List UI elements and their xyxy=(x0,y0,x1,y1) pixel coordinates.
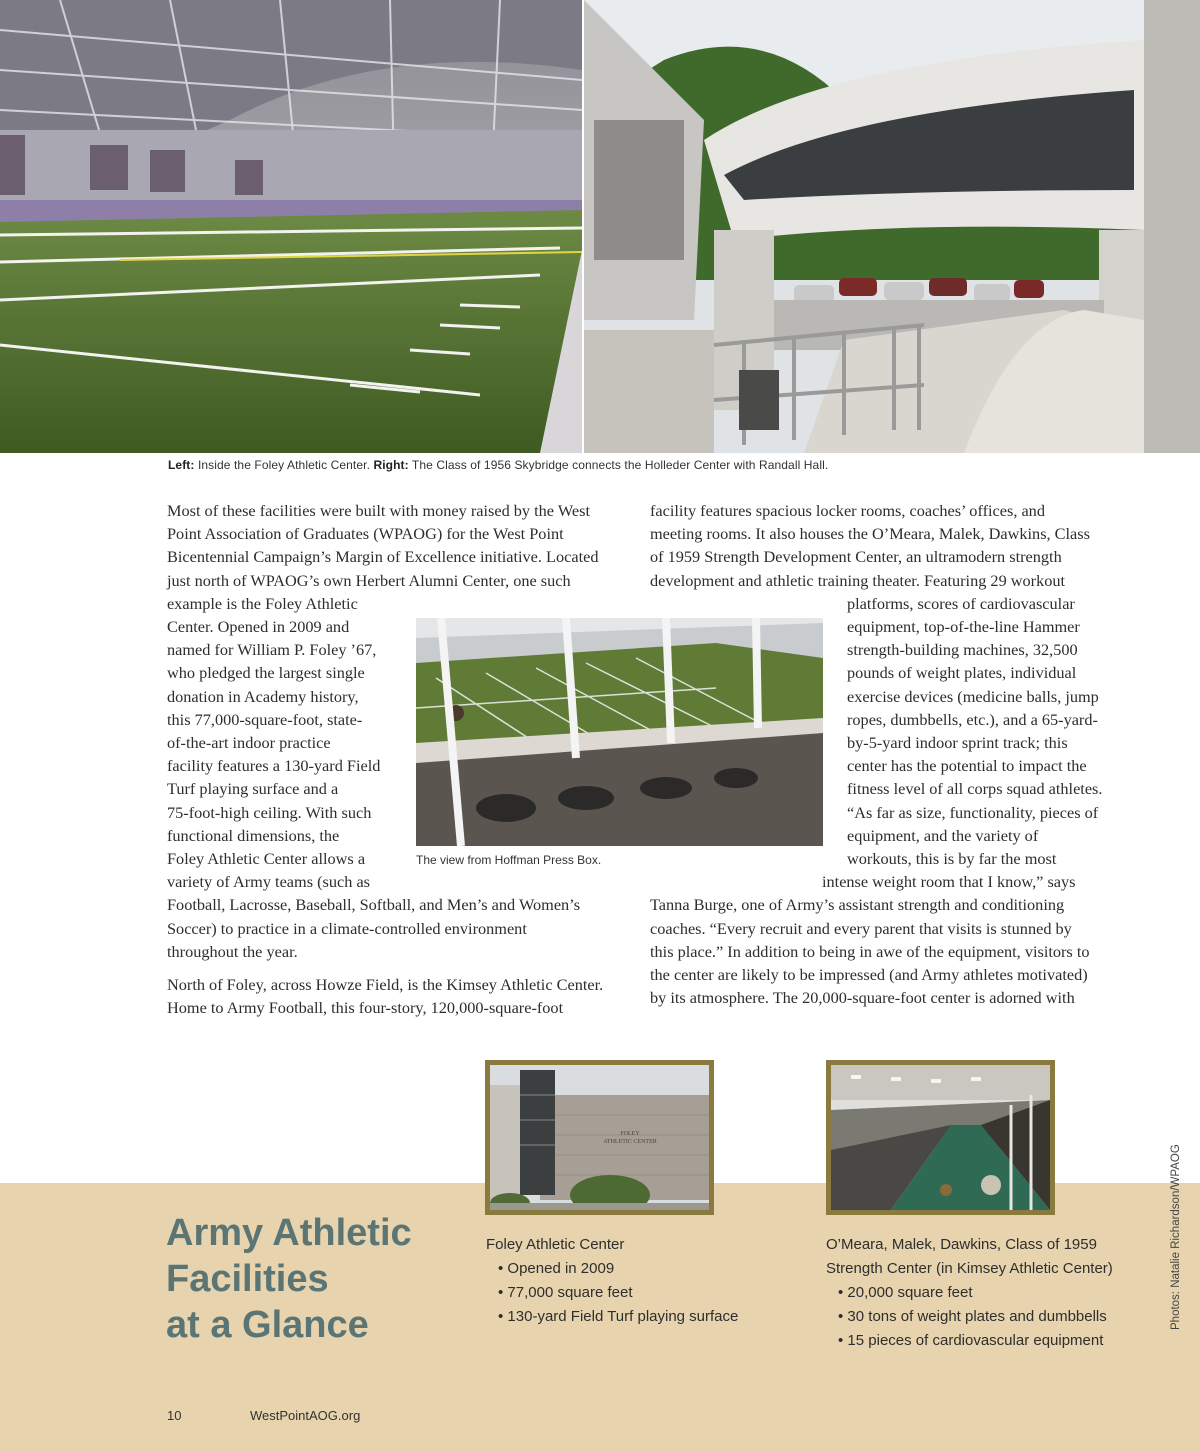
text-line: of 1959 Strength Development Center, an ultramodern strength xyxy=(650,547,1062,567)
foley-facts xyxy=(486,1233,806,1329)
strength-center-name-line: Strength Center (in Kimsey Athletic Center) xyxy=(826,1260,1113,1277)
page-number: 10 xyxy=(167,1408,182,1423)
text-line: equipment, and the variety of xyxy=(847,825,1039,845)
text-line: equipment, top-of-the-line Hammer xyxy=(847,617,1080,637)
press-box-photo xyxy=(416,618,823,846)
text-line: example is the Foley Athletic xyxy=(167,593,358,613)
text-line: facility features spacious locker rooms, coaches’ offices, and xyxy=(650,501,1045,520)
glance-title-line: Facilities xyxy=(166,1258,329,1300)
strength-center-fact-list xyxy=(826,1281,1146,1353)
strength-center-photo xyxy=(826,1060,1055,1215)
text-line: “As far as size, functionality, pieces of xyxy=(847,802,1099,822)
text-line: named for William P. Foley ’67, xyxy=(167,640,377,660)
foley-fact-list xyxy=(486,1257,806,1329)
caption-left-text: Inside the Foley Athletic Center. xyxy=(197,458,370,472)
photo-credit: Photos: Natalie Richardson/WPAOG xyxy=(1170,1144,1182,1330)
text-line: Center. Opened in 2009 and xyxy=(167,617,350,637)
footer-site: WestPointAOG.org xyxy=(250,1408,361,1423)
glance-title-line: Army Athletic xyxy=(166,1212,412,1254)
text-line: donation in Academy history, xyxy=(167,686,359,706)
list-item: • Opened in 2009 xyxy=(498,1257,806,1281)
glance-title xyxy=(166,1210,456,1348)
text-line: meeting rooms. It also houses the O’Meara, Malek, Dawkins, Class xyxy=(650,524,1090,544)
foley-sign-line: ATHLETIC CENTER xyxy=(603,1139,657,1145)
text-line: of-the-art indoor practice xyxy=(167,733,331,753)
list-item: • 20,000 square feet xyxy=(838,1281,1146,1305)
list-item: • 30 tons of weight plates and dumbbells xyxy=(838,1305,1146,1329)
text-line: just north of WPAOG’s own Herbert Alumni Center, one such xyxy=(167,570,571,590)
text-line: development and athletic training theater. Featuring 29 workout xyxy=(650,570,1066,590)
text-line: Bicentennial Campaign’s Margin of Excellence initiative. Located xyxy=(167,547,599,567)
list-item: • 77,000 square feet xyxy=(498,1281,806,1305)
text-line: Foley Athletic Center allows a xyxy=(167,849,366,869)
caption-left-label: Left: xyxy=(168,458,195,472)
list-item: • 15 pieces of cardiovascular equipment xyxy=(838,1329,1146,1353)
strength-center-name-line: O’Meara, Malek, Dawkins, Class of 1959 xyxy=(826,1236,1097,1253)
foley-exterior-photo xyxy=(485,1060,714,1215)
text-line: North of Foley, across Howze Field, is the Kimsey Athletic Center. xyxy=(167,975,604,995)
text-line: exercise devices (medicine balls, jump xyxy=(847,686,1099,706)
text-line: throughout the year. xyxy=(167,941,298,961)
caption-right-text: The Class of 1956 Skybridge connects the Holleder Center with Randall Hall. xyxy=(411,458,829,472)
list-item: • 130-yard Field Turf playing surface xyxy=(498,1305,806,1329)
press-box-caption: The view from Hoffman Press Box. xyxy=(416,853,602,867)
text-line: this place.” In addition to being in awe of the equipment, visitors to xyxy=(650,941,1090,961)
text-line: pounds of weight plates, individual xyxy=(847,663,1077,683)
text-line: variety of Army teams (such as xyxy=(167,872,371,892)
text-line: platforms, scores of cardiovascular xyxy=(847,593,1075,613)
strength-center-facts xyxy=(826,1233,1146,1353)
text-line: Soccer) to practice in a climate-controlled environment xyxy=(167,918,527,938)
text-line: Most of these facilities were built with money raised by the West xyxy=(167,501,590,520)
text-line: who pledged the largest single xyxy=(167,663,365,683)
text-line: strength-building machines, 32,500 xyxy=(847,640,1078,660)
foley-name: Foley Athletic Center xyxy=(486,1236,625,1253)
top-photo-caption xyxy=(168,458,1068,472)
foley-indoor-field-photo xyxy=(0,0,582,453)
text-line: workouts, this is by far the most xyxy=(847,849,1057,869)
text-line: fitness level of all corps squad athletes. xyxy=(847,779,1103,799)
text-line: intense weight room that I know,” says xyxy=(822,872,1076,892)
text-line: Football, Lacrosse, Baseball, Softball, and Men’s and Women’s xyxy=(167,895,581,915)
text-line: functional dimensions, the xyxy=(167,825,340,845)
text-line: Point Association of Graduates (WPAOG) for the West Point xyxy=(167,524,564,544)
text-line: Tanna Burge, one of Army’s assistant strength and conditioning xyxy=(650,895,1065,915)
text-line: 75-foot-high ceiling. With such xyxy=(167,802,372,822)
text-line: Turf playing surface and a xyxy=(167,779,339,799)
text-line: the center are likely to be impressed (and Army athletes motivated) xyxy=(650,965,1088,985)
text-line: ropes, dumbbells, etc.), and a 65-yard- xyxy=(847,709,1098,729)
foley-sign-line: FOLEY xyxy=(620,1131,640,1137)
text-line: by its atmosphere. The 20,000-square-foot center is adorned with xyxy=(650,988,1075,1008)
text-line: facility features a 130-yard Field xyxy=(167,756,381,776)
caption-right-label: Right: xyxy=(373,458,409,472)
text-line: by-5-yard indoor sprint track; this xyxy=(847,733,1068,753)
article-paragraph xyxy=(167,973,627,1019)
text-line: this 77,000-square-foot, state- xyxy=(167,709,363,729)
skybridge-photo xyxy=(584,0,1200,453)
text-line: Home to Army Football, this four-story, 120,000-square-foot xyxy=(167,998,564,1018)
text-line: coaches. “Every recruit and every parent that visits is stunned by xyxy=(650,918,1072,938)
text-line: center has the potential to impact the xyxy=(847,756,1087,776)
glance-title-line: at a Glance xyxy=(166,1304,369,1346)
